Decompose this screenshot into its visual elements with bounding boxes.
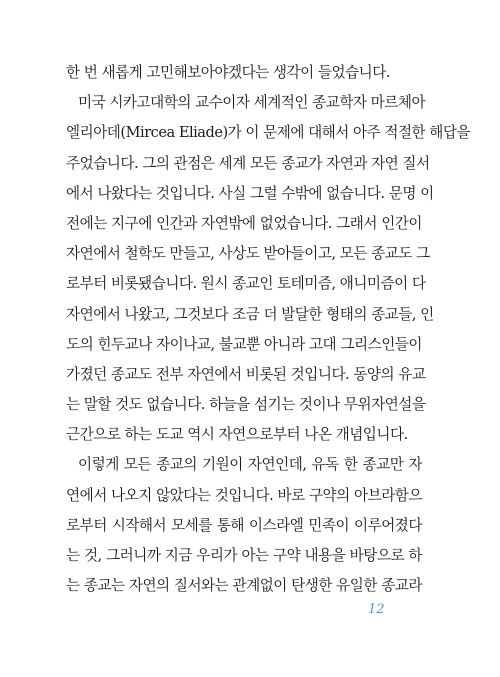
text-line: 에서 나왔다는 것입니다. 사실 그럴 수밖에 없습니다. 문명 이 [66, 184, 434, 202]
text-line: 근간으로 하는 도교 역시 자연으로부터 나온 개념입니다. [66, 426, 408, 444]
text-line: 가졌던 종교도 전부 자연에서 비롯된 것입니다. 동양의 유교 [66, 365, 426, 383]
text-line: 는 말할 것도 없습니다. 하늘을 섬기는 것이나 무위자연설을 [66, 396, 426, 414]
text-line: 로부터 비롯됐습니다. 원시 종교인 토테미즘, 애니미즘이 다 [66, 275, 426, 293]
body-text [66, 58, 471, 601]
text-line: 로부터 시작해서 모세를 통해 이스라엘 민족이 이루어졌다 [66, 516, 422, 534]
text-line: 연에서 나오지 않았다는 것입니다. 바로 구약의 아브라함으 [66, 486, 422, 504]
text-line: 한 번 새롭게 고민해보아야겠다는 생각이 들었습니다. [66, 64, 390, 81]
text-line: 는 종교는 자연의 질서와는 관계없이 탄생한 유일한 종교라 [66, 577, 422, 595]
text-line: 는 것, 그러니까 지금 우리가 아는 구약 내용을 바탕으로 하 [66, 547, 422, 564]
page-number: 12 [368, 602, 385, 617]
text-line: 도의 힌두교나 자이나교, 불교뿐 아니라 고대 그리스인들이 [66, 335, 422, 353]
text-line: 미국 시카고대학의 교수이자 세계적인 종교학자 마르체아 [78, 94, 426, 112]
text-line: 자연에서 나왔고, 그것보다 조금 더 발달한 형태의 종교들, 인 [66, 305, 434, 323]
text-line: 주었습니다. 그의 관점은 세계 모든 종교가 자연과 자연 질서 [66, 154, 430, 172]
text-line: 엘리아데(Mircea Eliade)가 이 문제에 대해서 아주 적절한 해답을 [66, 124, 471, 142]
text-line: 자연에서 철학도 만들고, 사상도 받아들이고, 모든 종교도 그 [66, 245, 430, 263]
text-line: 이렇게 모든 종교의 기원이 자연인데, 유독 한 종교만 자 [78, 456, 422, 474]
text-line: 전에는 지구에 인간과 자연밖에 없었습니다. 그래서 인간이 [66, 214, 422, 232]
